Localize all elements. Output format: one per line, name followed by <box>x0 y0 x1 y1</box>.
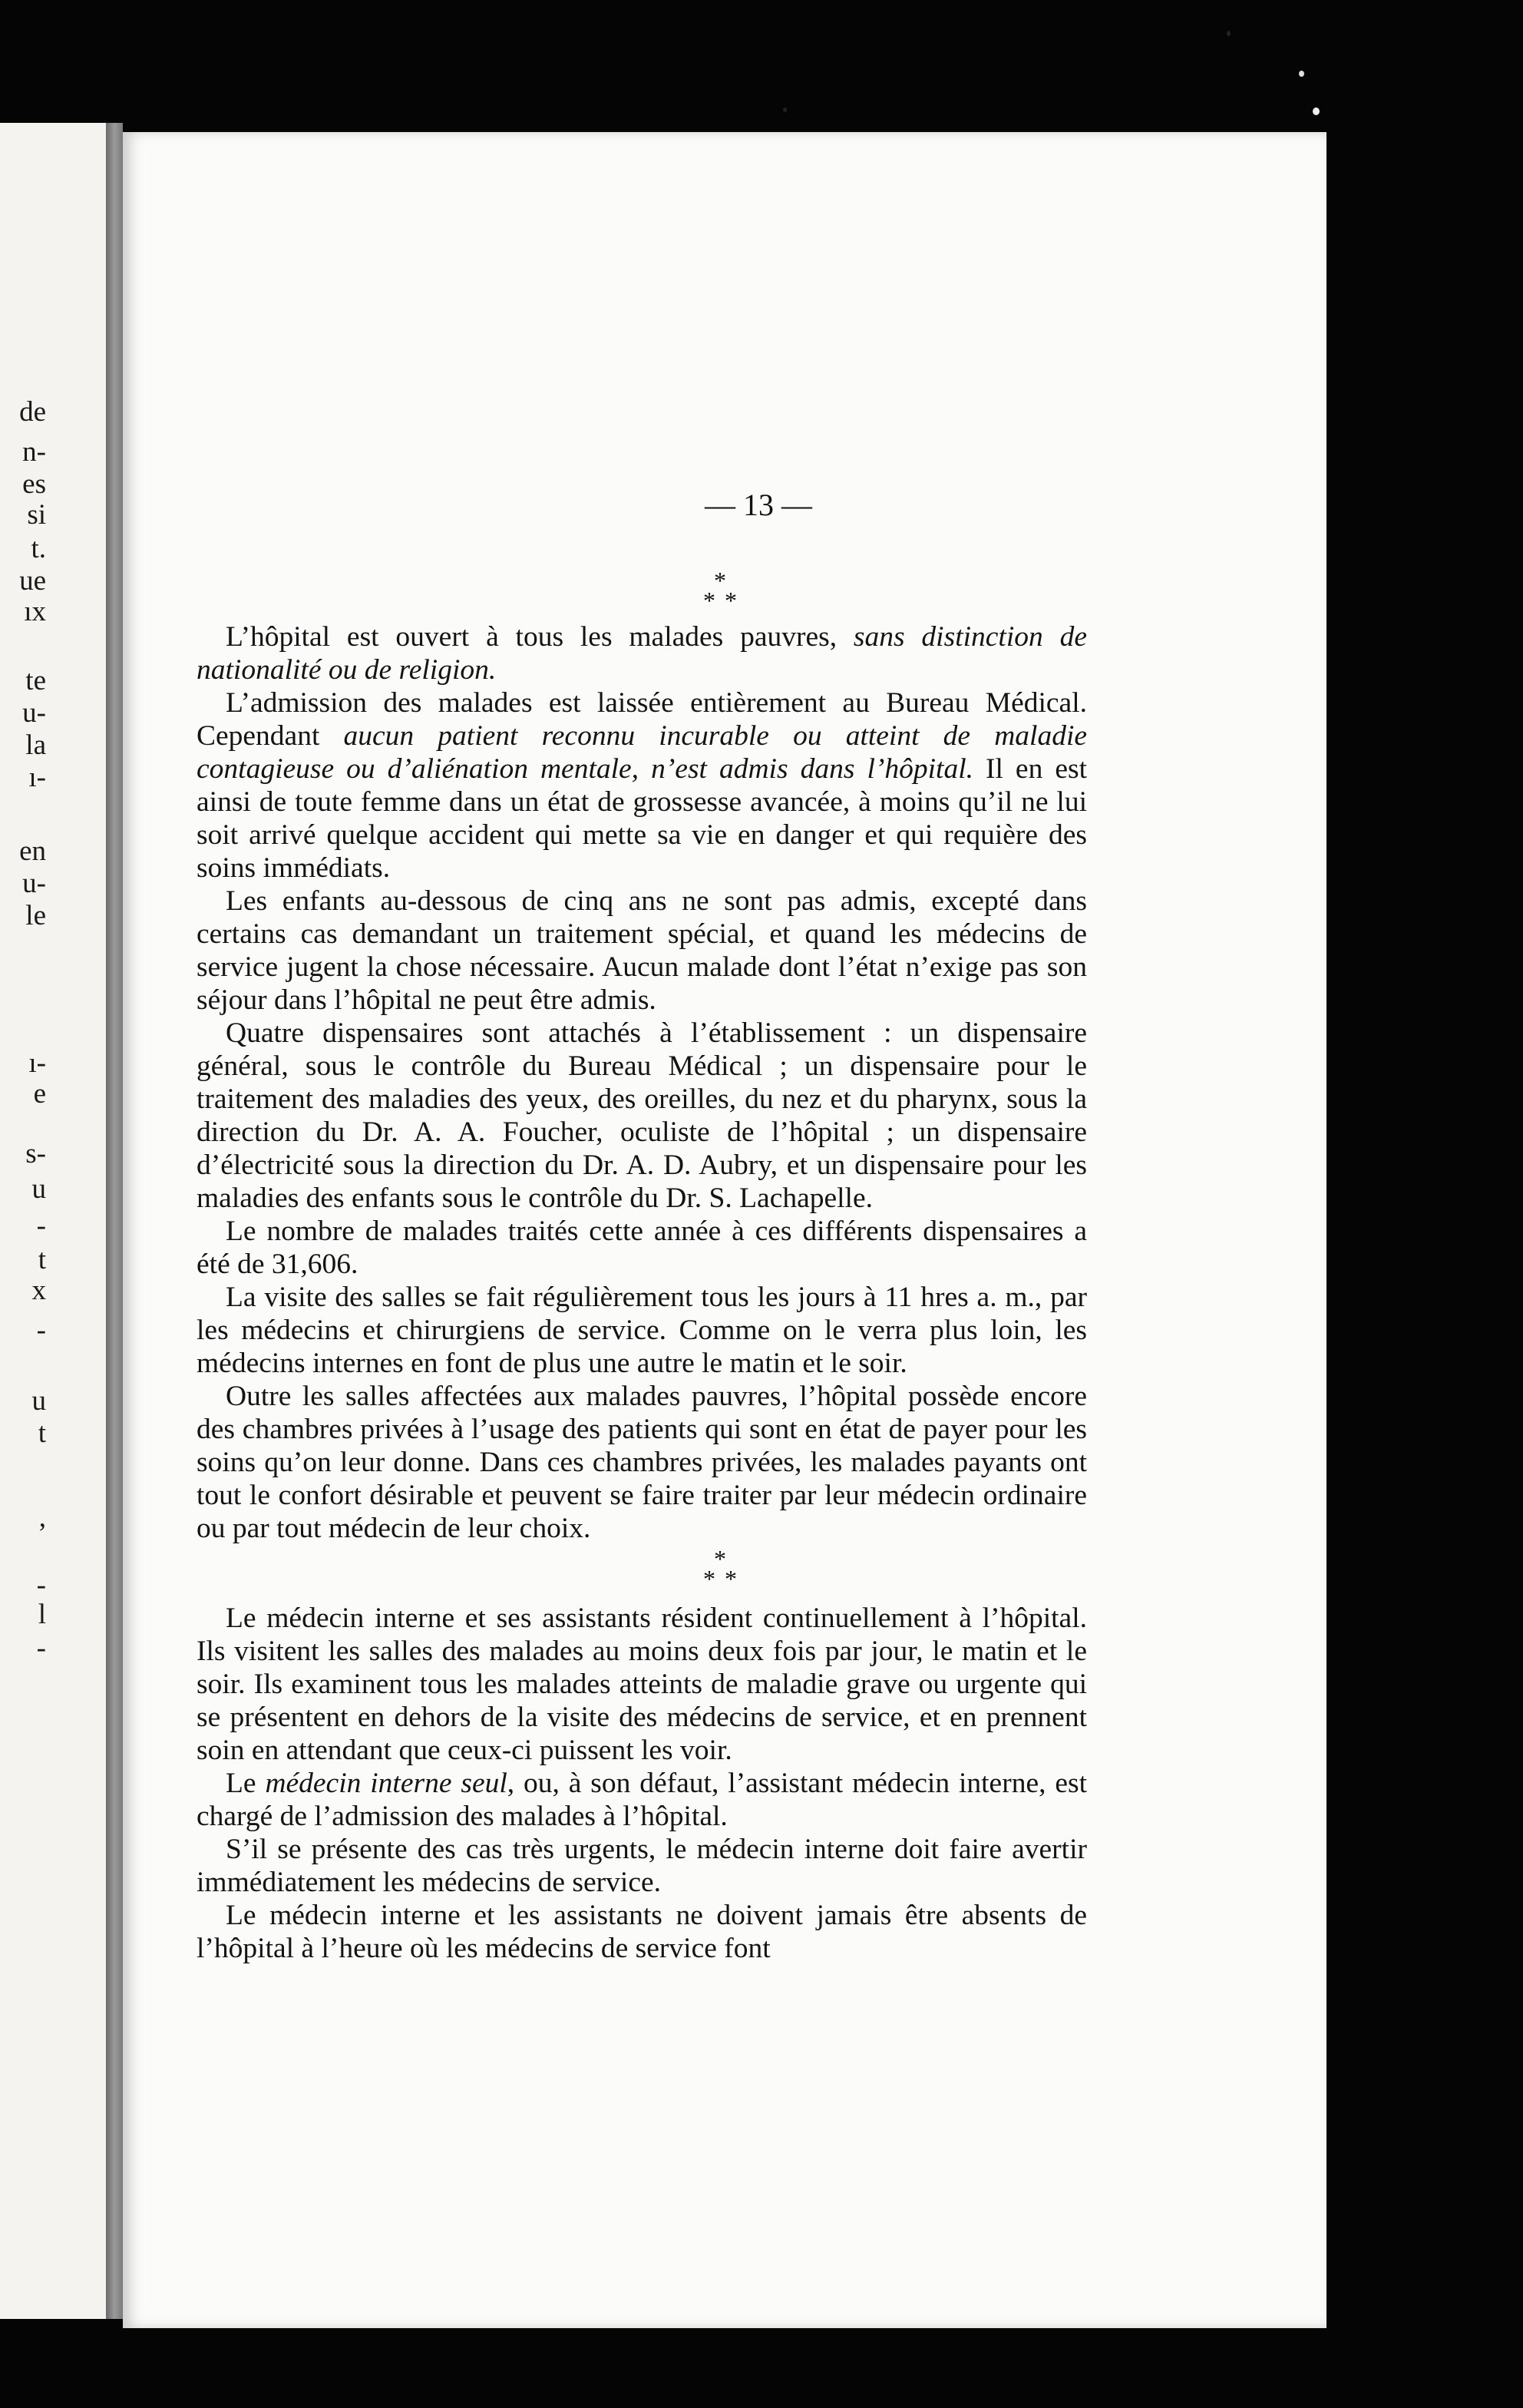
paragraph-text: , ou, à son défaut, l’assistant médecin interne, est chargé de l’admission des malades à l’hôpital. <box>197 1768 1087 1832</box>
left-page-fragment: l <box>38 1599 46 1630</box>
left-page-fragment: - <box>36 1632 46 1664</box>
left-page-fragment: s- <box>25 1138 46 1169</box>
left-page-fragment: en <box>19 835 46 867</box>
scan-speck <box>1313 108 1320 115</box>
left-page-fragment: ı- <box>28 1047 46 1079</box>
left-page-fragment: - <box>36 1315 46 1346</box>
left-page-fragment: u- <box>22 868 46 899</box>
left-page-fragment: de <box>19 396 46 428</box>
left-page-fragment: es <box>22 468 46 500</box>
left-page-fragment: , <box>38 1502 46 1533</box>
book-gutter <box>106 123 123 2319</box>
paragraph: Le médecin interne et ses assistants résident continuellement à l’hôpital. Ils visitent les salles des malades au moins deux fois par jour, le matin et le soir. Ils examinent tous les malades atteints de maladie grave ou urgente qui se présentent en dehors de la visite des médecins de service, et en prennent soin en attendant que ceux-ci puissent les voir. <box>197 1603 1087 1766</box>
paragraph: Les enfants au-dessous de cinq ans ne sont pas admis, excepté dans certains cas demandant un traitement spécial, et quand les médecins de service jugent la chose nécessaire. Aucun malade dont l’état n’exige pas son séjour dans l’hôpital ne peut être admis. <box>197 885 1087 1016</box>
paragraph: Quatre dispensaires sont attachés à l’établissement : un dispensaire général, sous le contrôle du Bureau Médical ; un dispensaire pour le traitement des maladies des yeux, des oreilles, du nez et du pharynx, sous la direction du Dr. A. A. Foucher, oculiste de l’hôpital ; un dispensaire d’électricité sous la direction du Dr. A. D. Aubry, et un dispensaire pour les maladies des enfants sous le contrôle du Dr. S. Lachapelle. <box>197 1017 1087 1214</box>
paragraph-text: L’hôpital est ouvert à tous les malades pauvres, <box>226 621 854 653</box>
left-page-fragment: - <box>36 1570 46 1601</box>
paragraph-text: Le <box>226 1768 266 1799</box>
paragraph-italic-text: médecin interne seul <box>265 1768 507 1799</box>
left-page-fragment: le <box>25 900 46 931</box>
section-2-text <box>197 1602 1087 1965</box>
paragraph <box>197 1767 1087 1833</box>
left-page-fragment: t <box>38 1417 46 1449</box>
paragraph-text: Il en est ainsi de toute femme dans un état de grossesse avancée, à moins qu’il ne lui soit arrivé quelque accident qui mette sa vie en danger et qui requière des soins immédiats. <box>197 753 1087 884</box>
left-page-fragment: t. <box>31 533 46 564</box>
paragraph <box>197 686 1087 885</box>
paragraph-italic-text: sans distinction de nationalité ou de religion. <box>197 621 1087 686</box>
left-page-fragment: u- <box>22 697 46 729</box>
paragraph: Le médecin interne et les assistants ne doivent jamais être absents de l’hôpital à l’heure où les médecins de service font <box>197 1900 1087 1964</box>
left-page-fragment: ue <box>19 565 46 597</box>
left-page-fragment: n- <box>22 436 46 468</box>
paragraph: La visite des salles se fait régulièrement tous les jours à 11 hres a. m., par les médecins et chirurgiens de service. Comme on le verra plus loin, les médecins internes en font de plus une autre le matin et le soir. <box>197 1282 1087 1379</box>
left-page-fragment: - <box>36 1210 46 1242</box>
scan-speck <box>783 108 787 112</box>
left-page-fragment: u <box>31 1385 46 1417</box>
page-number: — 13 — <box>705 488 812 522</box>
scan-speck <box>1299 71 1304 77</box>
paragraph-text: L’admission des malades est laissée entièrement au Bureau Médical. Cependant <box>197 687 1087 752</box>
left-page-fragment: te <box>25 665 46 696</box>
book-page <box>123 132 1326 2328</box>
section-asterism-1: * ** <box>703 567 746 614</box>
left-page-fragment: e <box>33 1078 46 1110</box>
paragraph-italic-text: aucun patient reconnu incurable ou atteint de maladie contagieuse ou d’aliénation mentale, n’est admis dans l’hôpital. <box>197 720 1088 785</box>
left-page-fragment: x <box>31 1275 46 1306</box>
paragraph: S’il se présente des cas très urgents, le médecin interne doit faire avertir immédiatement les médecins de service. <box>197 1834 1087 1898</box>
scan-speck <box>1227 31 1231 36</box>
left-page-fragment: u <box>31 1173 46 1205</box>
left-page-fragment: ı- <box>28 762 46 793</box>
left-page-fragment: si <box>27 499 46 531</box>
paragraph: Le nombre de malades traités cette année à ces différents dispensaires a été de 31,606. <box>197 1216 1087 1280</box>
left-page-fragment: t <box>38 1244 46 1275</box>
left-page-fragment: ıx <box>24 596 46 627</box>
paragraph: Outre les salles affectées aux malades pauvres, l’hôpital possède encore des chambres privées à l’usage des patients qui sont en état de payer pour les soins qu’on leur donne. Dans ces chambres privées, les malades payants ont tout le confort désirable et peuvent se faire traiter par leur médecin ordinaire ou par tout médecin de leur choix. <box>197 1381 1087 1544</box>
section-asterism-2: * ** <box>703 1545 746 1593</box>
section-1-text <box>197 620 1087 1545</box>
left-page-fragment: la <box>25 729 46 761</box>
paragraph <box>197 620 1087 686</box>
